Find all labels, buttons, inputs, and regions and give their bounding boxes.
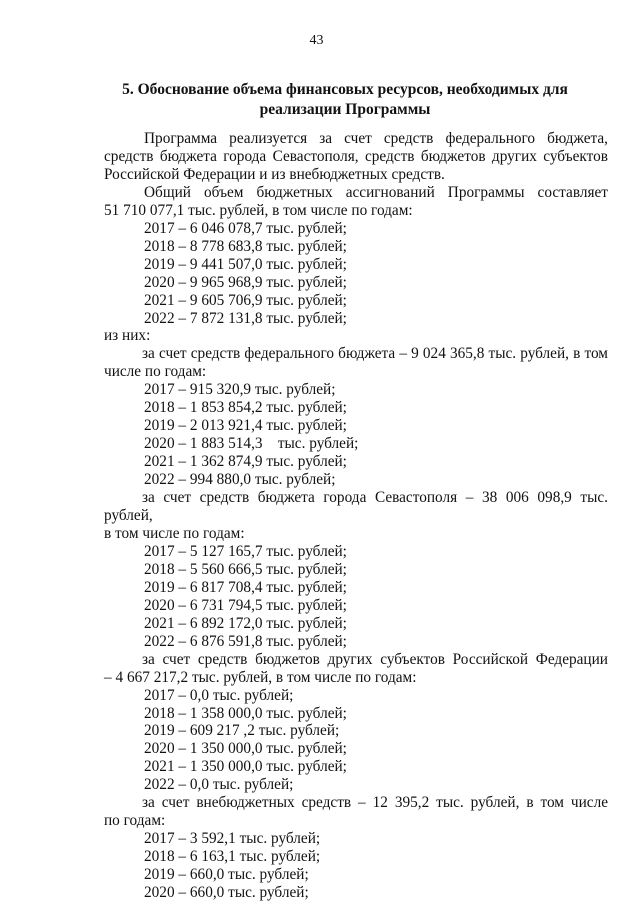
page-number: 43 <box>309 33 324 48</box>
sevastopol-year-item: 2019 – 6 817 708,4 тыс. рублей; <box>144 578 347 596</box>
other-subjects-line-2: – 4 667 217,2 тыс. рублей, в том числе по годам: <box>104 668 417 686</box>
total-year-item: 2020 – 9 965 968,9 тыс. рублей; <box>144 273 347 291</box>
total-year-item: 2022 – 7 872 131,8 тыс. рублей; <box>144 309 347 327</box>
extrabudgetary-years-list <box>104 830 608 902</box>
total-year-item: 2021 – 9 605 706,9 тыс. рублей; <box>144 291 347 309</box>
total-year-item: 2018 – 8 778 683,8 тыс. рублей; <box>144 237 347 255</box>
of-which-label: из них: <box>104 327 151 345</box>
federal-year-item: 2022 – 994 880,0 тыс. рублей; <box>144 471 336 489</box>
other-subjects-year-item: 2018 – 1 358 000,0 тыс. рублей; <box>144 704 347 722</box>
extrabudgetary-year-item: 2020 – 660,0 тыс. рублей; <box>144 884 309 902</box>
sevastopol-year-item: 2018 – 5 560 666,5 тыс. рублей; <box>144 560 347 578</box>
total-year-item: 2017 – 6 046 078,7 тыс. рублей; <box>144 219 347 237</box>
sevastopol-year-item: 2022 – 6 876 591,8 тыс. рублей; <box>144 632 347 650</box>
federal-year-item: 2018 – 1 853 854,2 тыс. рублей; <box>144 399 347 417</box>
section-heading-line-2: реализации Программы <box>259 101 431 118</box>
total-year-item: 2019 – 9 441 507,0 тыс. рублей; <box>144 255 347 273</box>
total-line-1: Общий объем бюджетных ассигнований Программы составляет <box>144 183 608 201</box>
sevastopol-years-list <box>104 543 608 651</box>
total-line-2: 51 710 077,1 тыс. рублей, в том числе по годам: <box>104 201 413 219</box>
sevastopol-year-item: 2020 – 6 731 794,5 тыс. рублей; <box>144 596 347 614</box>
total-years-list <box>104 220 608 328</box>
federal-line-1: за счет средств федерального бюджета – 9 024 365,8 тыс. рублей, в том <box>142 345 608 363</box>
extrabudgetary-year-item: 2019 – 660,0 тыс. рублей; <box>144 866 309 884</box>
extrabudgetary-line-1: за счет внебюджетных средств – 12 395,2 тыс. рублей, в том числе <box>142 794 608 812</box>
extrabudgetary-year-item: 2018 – 6 163,1 тыс. рублей; <box>144 848 321 866</box>
other-subjects-year-item: 2022 – 0,0 тыс. рублей; <box>144 776 294 794</box>
other-subjects-year-item: 2017 – 0,0 тыс. рублей; <box>144 686 294 704</box>
federal-year-item: 2020 – 1 883 514,3 тыс. рублей; <box>144 435 359 453</box>
federal-line-2: числе по годам: <box>104 363 207 381</box>
sevastopol-year-item: 2021 – 6 892 172,0 тыс. рублей; <box>144 614 347 632</box>
federal-years-list <box>104 381 608 489</box>
federal-year-item: 2017 – 915 320,9 тыс. рублей; <box>144 381 336 399</box>
section-heading-line-1: 5. Обоснование объема финансовых ресурсов, необходимых для <box>122 81 568 98</box>
other-subjects-year-item: 2020 – 1 350 000,0 тыс. рублей; <box>144 740 347 758</box>
other-subjects-line-1: за счет средств бюджетов других субъектов Российской Федерации <box>142 650 608 668</box>
sevastopol-year-item: 2017 – 5 127 165,7 тыс. рублей; <box>144 542 347 560</box>
federal-year-item: 2021 – 1 362 874,9 тыс. рублей; <box>144 453 347 471</box>
section-heading <box>110 80 580 120</box>
other-subjects-years-list <box>104 687 608 795</box>
other-subjects-year-item: 2019 – 609 217 ,2 тыс. рублей; <box>144 722 340 740</box>
extrabudgetary-year-item: 2017 – 3 592,1 тыс. рублей; <box>144 830 321 848</box>
document-body <box>104 130 608 902</box>
sevastopol-line-2: в том числе по годам: <box>104 524 245 542</box>
other-subjects-year-item: 2021 – 1 350 000,0 тыс. рублей; <box>144 758 347 776</box>
sevastopol-line-1: за счет средств бюджета города Севастополя – 38 006 098,9 тыс. рублей, <box>104 489 608 525</box>
federal-year-item: 2019 – 2 013 921,4 тыс. рублей; <box>144 417 347 435</box>
extrabudgetary-line-2: по годам: <box>104 812 166 830</box>
intro-paragraph: Программа реализуется за счет средств федерального бюджета, средств бюджета города Севастополя, средств бюджетов других субъектов Российской Федерации и из внебюджетных средств. <box>104 130 608 183</box>
